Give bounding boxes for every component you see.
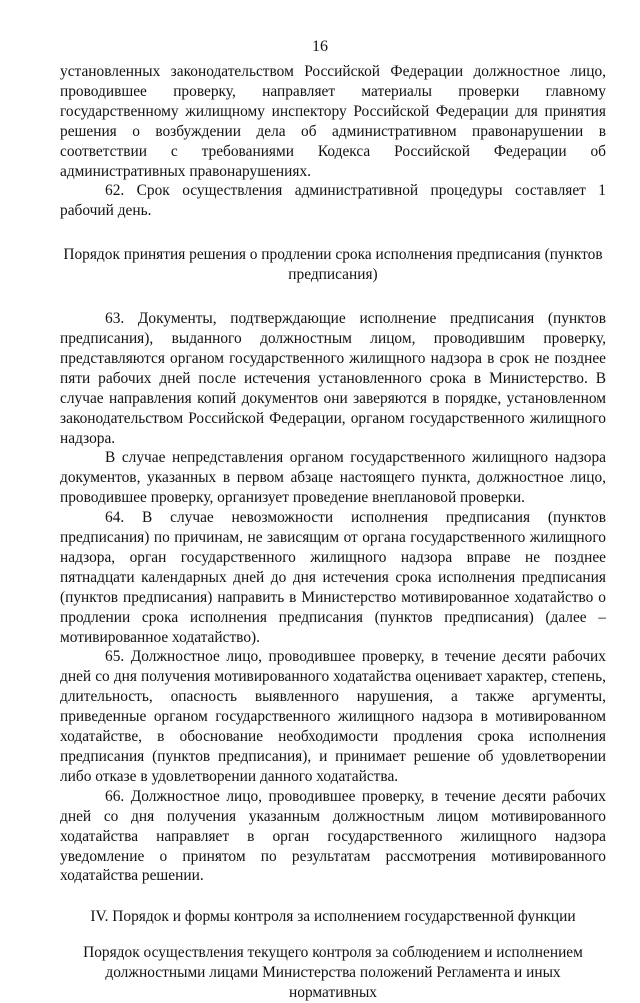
paragraph-continued: установленных законодательством Российской Федерации должностное лицо, проводившее проверку, направляет материалы проверки главному государственному жилищному инспектору Российской Федерации для принятия решения о возбуждении дела об административном правонарушении в соответствии с требованиями Кодекса Российской Федерации об административных правонарушениях. xyxy=(60,63,606,180)
page-number: 16 xyxy=(312,38,328,55)
paragraph-65: 65. Должностное лицо, проводившее проверку, в течение десяти рабочих дней со дня получения мотивированного ходатайства оценивает характер, степень, длительность, опасность выявленного нарушения, а также аргументы, приведенные органом государственного жилищного надзора в мотивированном ходатайстве, в обоснование необходимости продления срока исполнения предписания (пунктов предписания), и принимает решение об удовлетворении либо отказе в удовлетворении данного ходатайства. xyxy=(60,648,606,785)
section-4-heading: IV. Порядок и формы контроля за исполнением государственной функции xyxy=(90,908,576,926)
document-body xyxy=(60,62,606,1003)
paragraph-63: 63. Документы, подтверждающие исполнение предписания (пунктов предписания), выданного должностным лицом, проводившим проверку, представляются органом государственного жилищного надзора в срок не позднее пяти рабочих дней после истечения установленного срока в Министерство. В случае направления копий документов они заверяются в порядке, установленном законодательством Российской Федерации, органом государственного жилищного надзора. xyxy=(60,310,606,447)
paragraph-64: 64. В случае невозможности исполнения предписания (пунктов предписания) по причинам, не зависящим от органа государственного жилищного надзора, орган государственного жилищного надзора вправе не позднее пятнадцати календарных дней до дня истечения срока исполнения предписания (пунктов предписания) направить в Министерство мотивированное ходатайство о продлении срока исполнения предписания (пунктов предписания) (далее – мотивированное ходатайство). xyxy=(60,509,606,646)
paragraph-63-second: В случае непредставления органом государственного жилищного надзора документов, указанных в первом абзаце настоящего пункта, должностное лицо, проводившее проверку, организует проведение внеплановой проверки. xyxy=(60,449,606,507)
paragraph-62: 62. Срок осуществления административной процедуры составляет 1 рабочий день. xyxy=(60,182,606,220)
heading-extension-procedure: Порядок принятия решения о продлении срока исполнения предписания (пунктов предписания) xyxy=(63,246,603,284)
paragraph-66: 66. Должностное лицо, проводившее проверку, в течение десяти рабочих дней со дня получения указанным должностным лицом мотивированного ходатайства направляет в орган государственного жилищного надзора уведомление о принятом по результатам рассмотрения мотивированного ходатайства решении. xyxy=(60,787,606,885)
heading-current-control: Порядок осуществления текущего контроля за соблюдением и исполнением должностными лицами Министерства положений Регламента и иных нормативных xyxy=(83,944,583,1002)
